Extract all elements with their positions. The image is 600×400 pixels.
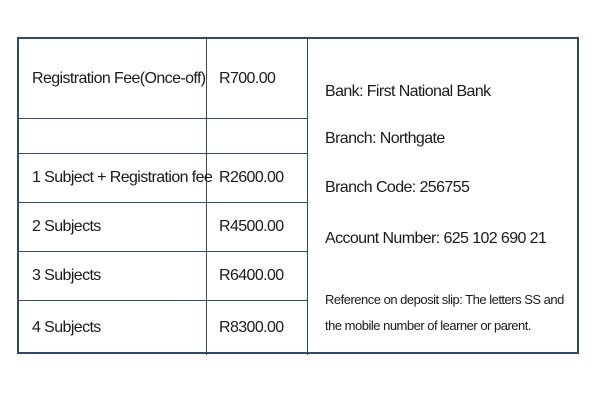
bank-name: Bank: First National Bank	[325, 83, 491, 100]
table-row	[19, 39, 308, 119]
bank-branch-code: Branch Code: 256755	[325, 179, 470, 196]
fee-label: 3 Subjects	[19, 252, 207, 301]
fee-amount: R2600.00	[207, 154, 308, 203]
fee-amount	[207, 119, 308, 154]
fee-label: Registration Fee(Once-off)	[19, 39, 207, 119]
fee-label: 2 Subjects	[19, 203, 207, 252]
table-row	[19, 252, 308, 301]
bank-account-number: Account Number: 625 102 690 21	[325, 230, 547, 247]
fee-schedule-card	[17, 37, 579, 354]
fee-amount: R700.00	[207, 39, 308, 119]
bank-branch: Branch: Northgate	[325, 130, 445, 147]
table-row	[19, 119, 308, 154]
fee-label: 4 Subjects	[19, 301, 207, 356]
table-row	[19, 301, 308, 356]
fee-amount: R6400.00	[207, 252, 308, 301]
table-row	[19, 154, 308, 203]
fee-label	[19, 119, 207, 154]
fee-label: 1 Subject + Registration fee	[19, 154, 207, 203]
deposit-reference-note: Reference on deposit slip: The letters SS and the mobile number of learner or parent.	[325, 292, 564, 333]
fee-table	[19, 39, 308, 355]
fee-amount: R4500.00	[207, 203, 308, 252]
fee-amount: R8300.00	[207, 301, 308, 356]
table-row	[19, 203, 308, 252]
bank-details-panel	[308, 39, 577, 352]
